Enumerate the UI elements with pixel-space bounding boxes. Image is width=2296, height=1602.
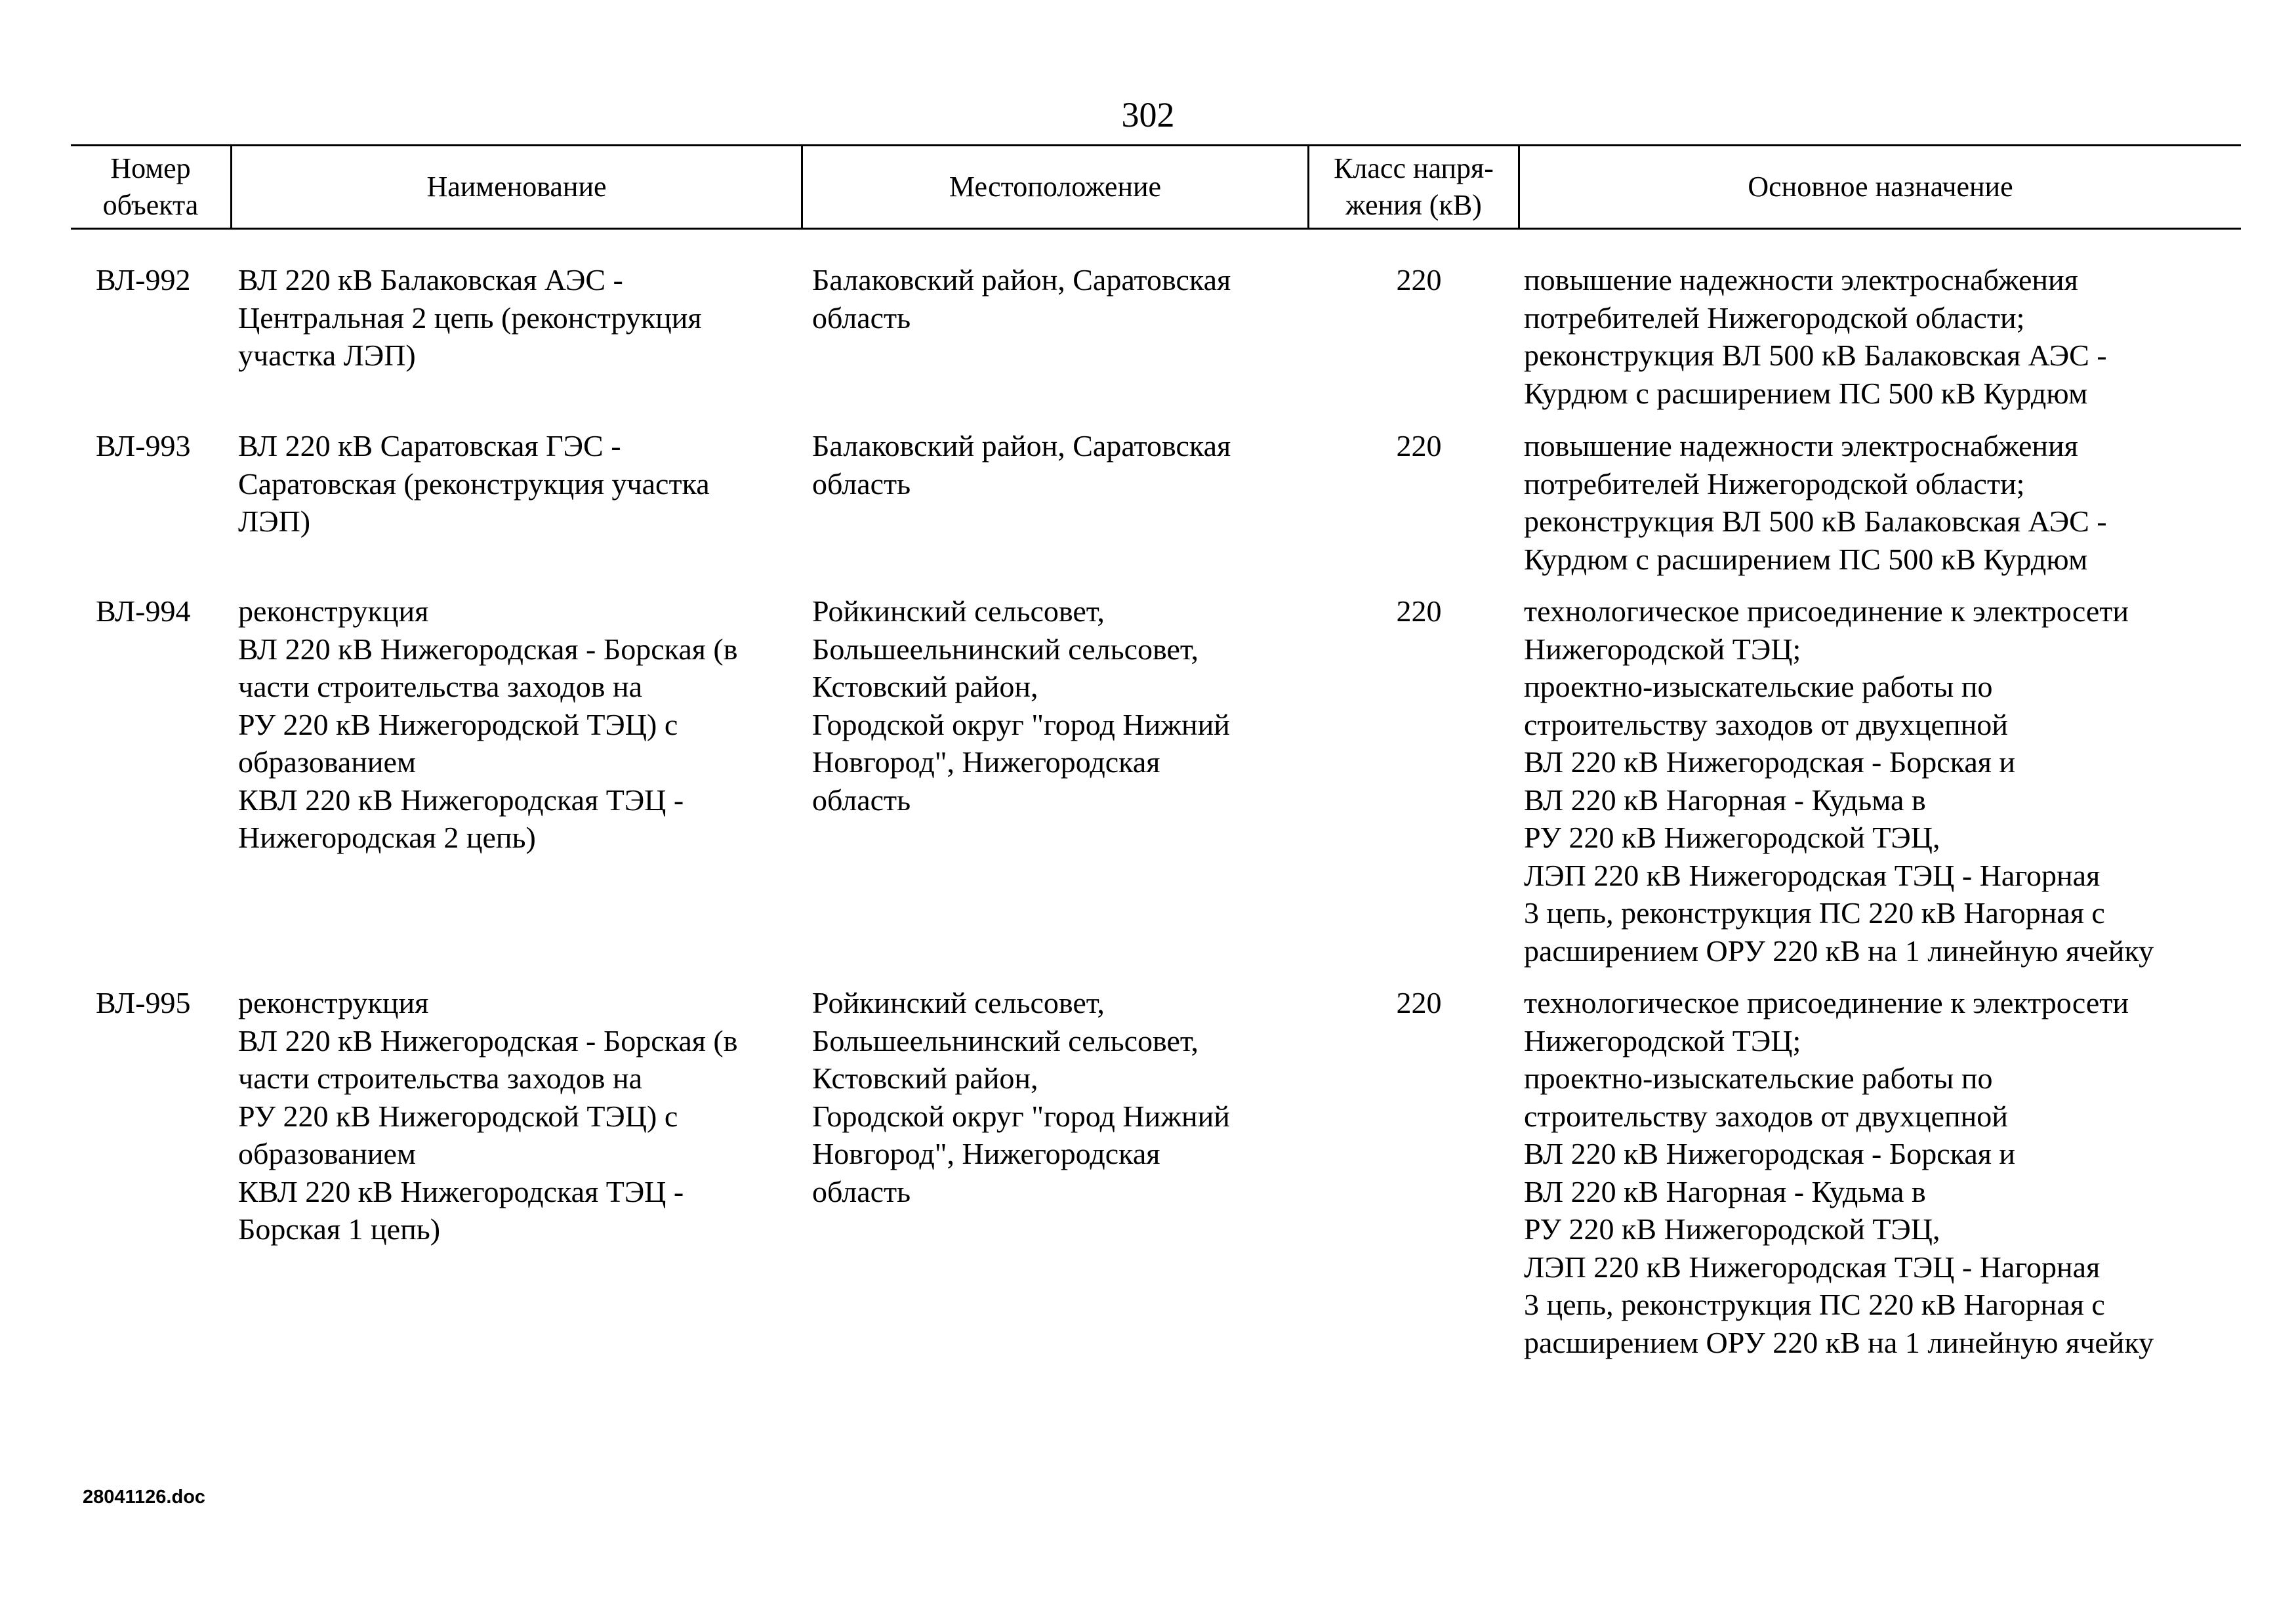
text-line: Центральная 2 цепь (реконструкция (238, 300, 702, 335)
text-line: повышение надежности электроснабжения (1524, 429, 2078, 462)
text-line: Кстовский район, (812, 1061, 1038, 1095)
object-purpose (1524, 984, 2241, 1361)
text-line: Городской округ "город Нижний (812, 707, 1230, 741)
text-line: ВЛ 220 кВ Саратовская ГЭС - (238, 429, 621, 462)
page-number: 302 (1121, 95, 1175, 134)
object-name (238, 984, 815, 1248)
text-line: ВЛ 220 кВ Нагорная - Кудьма в (1524, 1174, 1926, 1208)
text-line: Нижегородская 2 цепь) (238, 821, 536, 854)
text-line: ВЛ 220 кВ Нагорная - Кудьма в (1524, 783, 1926, 817)
text-line: РУ 220 кВ Нижегородской ТЭЦ) с (238, 707, 678, 741)
text-line: ВЛ 220 кВ Нижегородская - Борская и (1524, 1137, 2016, 1170)
text-line: строительству заходов от двухцепной (1524, 1099, 2008, 1133)
document-filename: 28041126.doc (83, 1487, 206, 1508)
text-line: РУ 220 кВ Нижегородской ТЭЦ, (1524, 1212, 1940, 1246)
text-line: потребителей Нижегородской области; (1524, 300, 2025, 335)
text-line: ЛЭП 220 кВ Нижегородская ТЭЦ - Нагорная (1524, 858, 2101, 892)
text-line: реконструкция ВЛ 500 кВ Балаковская АЭС - (1524, 339, 2107, 372)
text-line: РУ 220 кВ Нижегородской ТЭЦ, (1524, 821, 1940, 854)
text-line: расширением ОРУ 220 кВ на 1 линейную ячейку (1524, 1325, 2154, 1359)
header-line: Класс напря- (1334, 152, 1494, 184)
text-line: ЛЭП 220 кВ Нижегородская ТЭЦ - Нагорная (1524, 1250, 2101, 1284)
text-line: КВЛ 220 кВ Нижегородская ТЭЦ - (238, 783, 684, 817)
text-line: Курдюм с расширением ПС 500 кВ Курдюм (1524, 542, 2088, 576)
text-line: Кстовский район, (812, 670, 1038, 703)
text-line: повышение надежности электроснабжения (1524, 263, 2078, 297)
text-line: Саратовская (реконструкция участка (238, 466, 710, 501)
object-name (238, 427, 815, 541)
text-line: образованием (238, 1137, 417, 1170)
object-number: ВЛ-994 (96, 594, 191, 628)
object-name (238, 261, 815, 375)
object-number: ВЛ-993 (96, 429, 191, 462)
text-line: КВЛ 220 кВ Нижегородская ТЭЦ - (238, 1174, 684, 1208)
object-purpose (1524, 592, 2241, 970)
text-line: потребителей Нижегородской области; (1524, 466, 2025, 501)
header-purpose: Основное назначение (1518, 146, 2241, 228)
voltage-class: 220 (1396, 594, 1442, 628)
text-line: Балаковский район, Саратовская (812, 263, 1231, 297)
voltage-class: 220 (1396, 263, 1442, 297)
text-line: область (812, 783, 911, 817)
text-line: реконструкция (238, 594, 429, 628)
text-line: расширением ОРУ 220 кВ на 1 линейную ячейку (1524, 934, 2154, 968)
object-purpose (1524, 261, 2241, 412)
header-line: жения (кВ) (1345, 189, 1482, 221)
header-line: объекта (102, 189, 199, 221)
header-location: Местоположение (801, 146, 1307, 228)
text-line: ВЛ 220 кВ Нижегородская - Борская (в (238, 632, 738, 666)
object-name (238, 592, 815, 857)
text-line: строительству заходов от двухцепной (1524, 707, 2008, 741)
text-line: 3 цепь, реконструкция ПС 220 кВ Нагорная с (1524, 1288, 2105, 1321)
object-number: ВЛ-992 (96, 263, 191, 297)
text-line: Большеельнинский сельсовет, (812, 1023, 1199, 1058)
text-line: части строительства заходов на (238, 670, 643, 703)
header-name: Наименование (230, 146, 801, 228)
text-line: реконструкция (238, 986, 429, 1019)
voltage-class: 220 (1396, 429, 1442, 462)
object-location (812, 427, 1311, 503)
text-line: Новгород", Нижегородская (812, 1137, 1160, 1170)
header-object-number (71, 146, 230, 228)
text-line: Ройкинский сельсовет, (812, 594, 1105, 628)
text-line: ЛЭП) (238, 504, 311, 538)
text-line: Нижегородской ТЭЦ; (1524, 632, 1801, 666)
text-line: части строительства заходов на (238, 1061, 643, 1095)
text-line: Ройкинский сельсовет, (812, 986, 1105, 1019)
text-line: область (812, 300, 911, 335)
text-line: область (812, 1174, 911, 1208)
text-line: Борская 1 цепь) (238, 1212, 441, 1246)
object-location (812, 261, 1311, 337)
text-line: область (812, 466, 911, 501)
text-line: технологическое присоединение к электросети (1524, 986, 2129, 1019)
text-line: реконструкция ВЛ 500 кВ Балаковская АЭС - (1524, 504, 2107, 538)
text-line: Курдюм с расширением ПС 500 кВ Курдюм (1524, 376, 2088, 410)
text-line: РУ 220 кВ Нижегородской ТЭЦ) с (238, 1099, 678, 1133)
text-line: технологическое присоединение к электросети (1524, 594, 2129, 628)
header-line: Номер (110, 152, 191, 184)
voltage-class: 220 (1396, 986, 1442, 1019)
object-location (812, 592, 1311, 819)
object-number: ВЛ-995 (96, 986, 191, 1019)
table-header (71, 144, 2241, 230)
text-line: ВЛ 220 кВ Нижегородская - Борская и (1524, 745, 2016, 779)
text-line: проектно-изыскательские работы по (1524, 670, 1993, 703)
text-line: Нижегородской ТЭЦ; (1524, 1023, 1801, 1058)
text-line: Городской округ "город Нижний (812, 1099, 1230, 1133)
text-line: образованием (238, 745, 417, 779)
text-line: Новгород", Нижегородская (812, 745, 1160, 779)
text-line: ВЛ 220 кВ Балаковская АЭС - (238, 263, 623, 297)
text-line: ВЛ 220 кВ Нижегородская - Борская (в (238, 1023, 738, 1058)
text-line: участка ЛЭП) (238, 339, 416, 372)
text-line: 3 цепь, реконструкция ПС 220 кВ Нагорная с (1524, 896, 2105, 930)
text-line: Балаковский район, Саратовская (812, 429, 1231, 462)
header-voltage-class (1307, 146, 1518, 228)
object-location (812, 984, 1311, 1210)
object-purpose (1524, 427, 2241, 578)
text-line: Большеельнинский сельсовет, (812, 632, 1199, 666)
text-line: проектно-изыскательские работы по (1524, 1061, 1993, 1095)
